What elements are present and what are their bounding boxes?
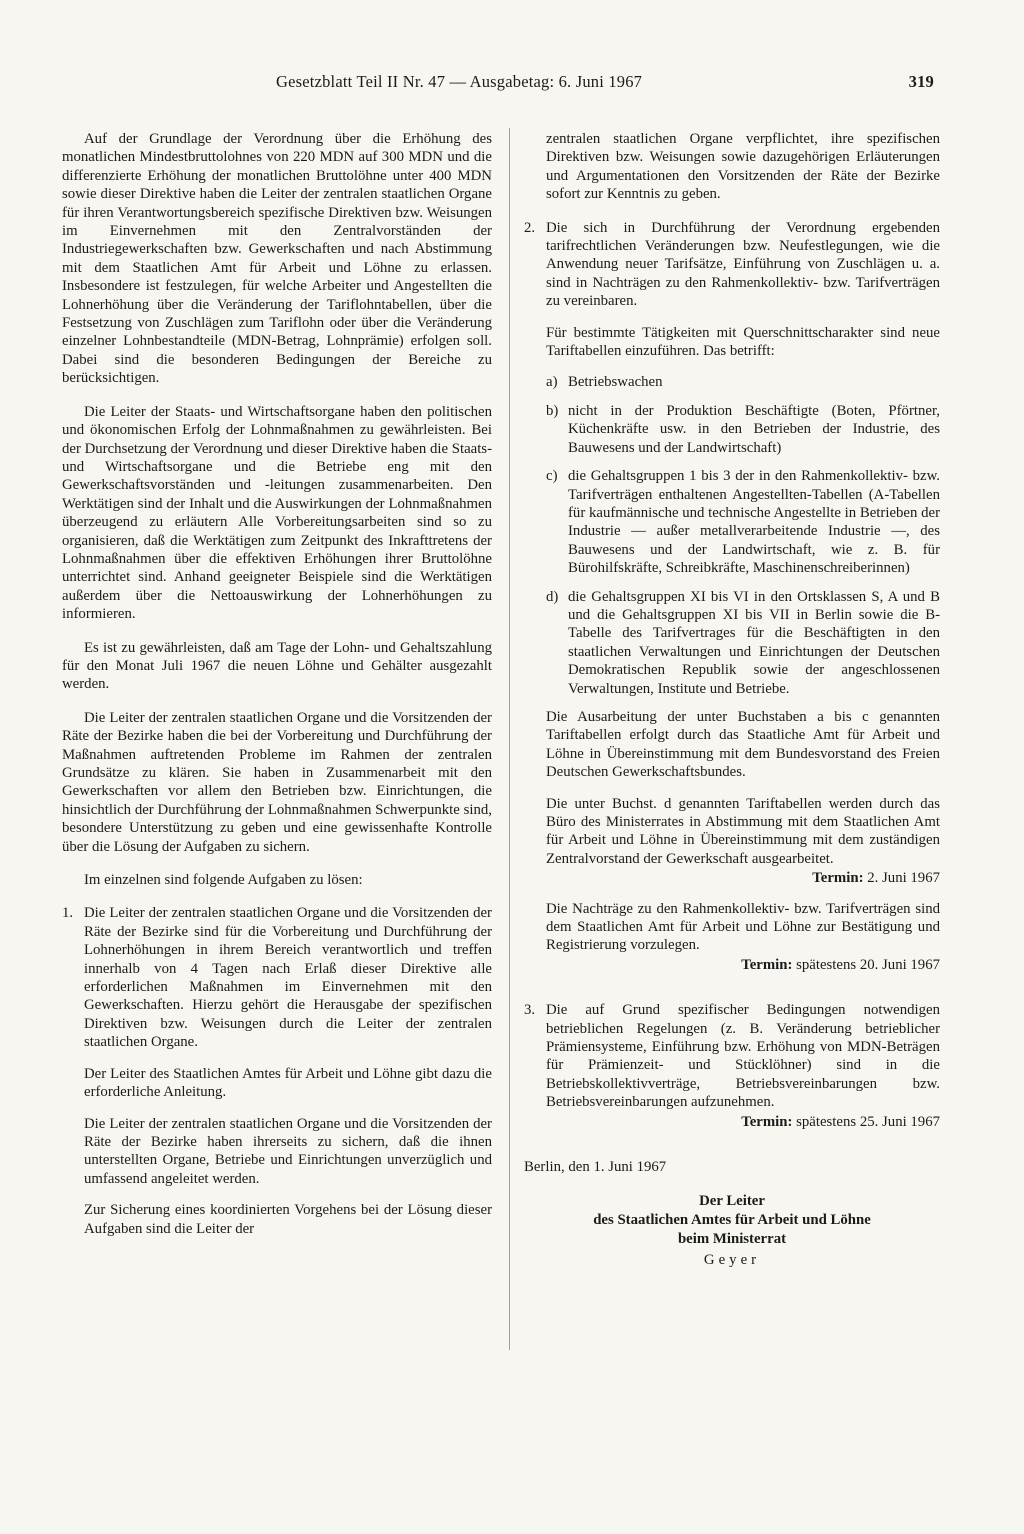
paragraph: Die unter Buchst. d genannten Tariftabellen werden durch das Büro des Ministerrates in Abstimmung mit dem Staatlichen Amt für Arbeit und Löhne in Übereinstimmung mit dem zuständigen Zentralvorstand der Gewerkschaft ausgearbeitet.: [546, 795, 940, 867]
signature-block: [524, 1192, 940, 1270]
list-item: [524, 1001, 940, 1143]
paragraph: Zur Sicherung eines koordinierten Vorgehens bei der Lösung dieser Aufgaben sind die Leiter der: [84, 1202, 492, 1237]
deadline-label: Termin:: [741, 956, 793, 973]
deadline-date: spätestens 25. Juni 1967: [796, 1113, 940, 1130]
paragraph: Die sich in Durchführung der Verordnung ergebenden tarifrechtlichen Veränderungen bzw. Neufestlegungen, wie die Anwendung neuer Tarifsätze, Einführung von Zuschlägen u. a. sind in Nachträgen zu den Rahmenkollektiv- bzw. Tarifverträgen zu vereinbaren.: [546, 219, 940, 310]
sub-item: [546, 373, 940, 391]
page-header: [276, 72, 934, 100]
sub-item-text: Betriebswachen: [568, 374, 663, 391]
signature-line: Der Leiter: [699, 1192, 765, 1209]
paragraph: Die auf Grund spezifischer Bedingungen notwendigen betrieblichen Regelungen (z. B. Veränderung betrieblicher Prämiensysteme, Einführung bzw. Erhöhung von MDN-Beträgen für Prämienzeit- und Stücklöhner) sind in die Betriebskollektivverträge, Betriebsvereinbarungen bzw. Betriebsvereinbarungen aufzunehmen.: [546, 1002, 940, 1111]
paragraph: Die Ausarbeitung der unter Buchstaben a bis c genannten Tariftabellen erfolgt durch das Staatliche Amt für Arbeit und Löhne in Übereinstimmung mit dem Bundesvorstand des Freien Deutschen Gewerkschaftsbundes.: [546, 708, 940, 781]
sub-item-text: die Gehaltsgruppen XI bis VI in den Ortsklassen S, A und B und die Gehaltsgruppen XI bis VII in Berlin sowie die B-Tabelle des Tarifvertrages für die Beschäftigten in den staatlichen Verwaltungen und Einrichtungen der Deutschen Demokratischen Republik sowie der angeschlossenen Verwaltungen, Institute und Betriebe.: [568, 588, 940, 697]
paragraph: Im einzelnen sind folgende Aufgaben zu lösen:: [84, 872, 363, 889]
deadline-date: spätestens 20. Juni 1967: [796, 956, 940, 973]
signature-line: des Staatlichen Amtes für Arbeit und Löhne: [593, 1211, 871, 1228]
place-and-date: Berlin, den 1. Juni 1967: [524, 1159, 667, 1176]
left-column: [62, 130, 492, 1266]
sub-item-letter: d): [546, 588, 559, 605]
deadline-label: Termin:: [741, 1113, 793, 1130]
sub-item: [546, 467, 940, 577]
deadline: [546, 956, 940, 974]
paragraph: Die Nachträge zu den Rahmenkollektiv- bzw. Tarifverträgen sind dem Staatlichen Amt für Arbeit und Löhne zur Bestätigung und Registrierung vorzulegen.: [546, 900, 940, 954]
sub-item-letter: b): [546, 402, 559, 419]
deadline-label: Termin:: [812, 870, 864, 887]
deadline: [546, 1113, 940, 1131]
paragraph: Für bestimmte Tätigkeiten mit Querschnittscharakter sind neue Tariftabellen einzuführen. Das betrifft:: [546, 324, 940, 360]
header-title: Gesetzblatt Teil II Nr. 47 — Ausgabetag: 6. Juni 1967: [276, 72, 643, 91]
paragraph: Die Leiter der zentralen staatlichen Organe und die Vorsitzenden der Räte der Bezirke haben die bei der Vorbereitung und Durchführung der Maßnahmen auftretenden Probleme im Rahmen der zentralen Grundsätze zu klären. Sie haben in Zusammenarbeit mit den Gewerkschaften vor allem den Betrieben bzw. Einrichtungen, die hinsichtlich der Durchführung der Lohnmaßnahmen Schwerpunkte sind, besondere Unterstützung zu geben und eine gewissenhafte Kontrolle über die Lösung der Aufgaben zu sichern.: [62, 709, 492, 855]
right-column: [524, 130, 940, 1270]
list-item: [524, 219, 940, 987]
item-body: [546, 1001, 940, 1143]
column-divider: [509, 128, 510, 1350]
paragraph: Der Leiter des Staatlichen Amtes für Arbeit und Löhne gibt dazu die erforderliche Anleitung.: [84, 1065, 492, 1101]
paragraph: Die Leiter der zentralen staatlichen Organe und die Vorsitzenden der Räte der Bezirke haben ihrerseits zu sichern, daß die ihnen unterstellten Organe, Betriebe und Einrichtungen unverzüglich und umfassend angeleitet werden.: [84, 1115, 492, 1187]
paragraph: Die Leiter der zentralen staatlichen Organe und die Vorsitzenden der Räte der Bezirke sind für die Vorbereitung und Durchführung der Lohnerhöhungen in ihrem Bereich verantwortlich und treffen innerhalb von 4 Tagen nach Erlaß dieser Direktive alle erforderlichen Maßnahmen im Einvernehmen mit den Gewerkschaften. Hierzu gehört die Herausgabe der spezifischen Direktiven bzw. Weisungen durch die Leiter der zentralen staatlichen Organe.: [84, 905, 492, 1051]
paragraph: zentralen staatlichen Organe verpflichtet, ihre spezifischen Direktiven bzw. Weisungen sowie dazugehörigen Erläuterungen und Argumentationen den Vorsitzenden der Räte der Bezirke sofort zur Kenntnis zu geben.: [546, 131, 940, 203]
list-item: [62, 904, 492, 1251]
signature-line: beim Ministerrat: [677, 1230, 787, 1247]
signatory-name: Geyer: [703, 1251, 761, 1268]
continued-text: [524, 130, 940, 204]
item-body: [84, 904, 492, 1251]
sub-item: [546, 588, 940, 698]
sub-item-letter: a): [546, 374, 558, 391]
sub-item-letter: c): [546, 468, 558, 485]
paragraph: Die Leiter der Staats- und Wirtschaftsorgane haben den politischen und ökonomischen Erfolg der Lohnmaßnahmen zu gewährleisten. Bei der Durchsetzung der Verordnung und dieser Direktive haben die Staats- und Wirtschaftsorgane und die Betriebe eng mit den Gewerkschaftsvorständen und -leitungen zusammenarbeiten. Den Werktätigen sind der Inhalt und die Auswirkungen der Lohnmaßnahmen überzeugend zu erläutern Alle Vorbereitungsarbeiten sind so zu organisieren, daß die Werktätigen zum Zeitpunkt des Inkrafttretens der Lohnmaßnahmen über die effektiven Erhöhungen ihrer Bruttolöhne unterrichtet sind. Anhand geeigneter Beispiele sind die Werktätigen außerdem über die Nettoauswirkung der Lohnerhöhungen zu informieren.: [62, 403, 492, 623]
item-number: 1.: [62, 905, 74, 922]
paragraph: Es ist zu gewährleisten, daß am Tage der Lohn- und Gehaltszahlung für den Monat Juli 1967 die neuen Löhne und Gehälter ausgezahlt werden.: [62, 639, 492, 693]
item-number: 3.: [524, 1002, 536, 1019]
paragraph: Auf der Grundlage der Verordnung über die Erhöhung des monatlichen Mindestbruttolohnes von 220 MDN auf 300 MDN und die differenzierte Erhöhung der monatlichen Bruttolöhne unter 400 MDN sowie dieser Direktive haben die Leiter der zentralen staatlichen Organe für ihren Verantwortungsbereich spezifische Direktiven bzw. Weisungen im Einvernehmen mit den Zentralvorständen der Industriegewerkschaften bzw. Gewerkschaften und nach Abstimmung mit dem Staatlichen Amt für Arbeit und Löhne zu erlassen. Insbesondere ist festzulegen, für welche Arbeiter und Angestellten die Lohnerhöhung über die Veränderung der Tariflohntabellen, über die Festsetzung von Zuschlägen zum Tariflohn oder über die Veränderung einzelner Lohnbestandteile (MDN-Betrag, Lohnprämie) erfolgen soll. Dabei sind die besonderen Bedingungen der Bereiche zu berücksichtigen.: [62, 131, 492, 387]
item-number: 2.: [524, 219, 536, 236]
page-number: 319: [908, 72, 934, 91]
deadline-date: 2. Juni 1967: [867, 870, 940, 887]
sub-item: [546, 402, 940, 457]
sub-item-text: nicht in der Produktion Beschäftigte (Boten, Pförtner, Küchenkräfte usw. in den Betrieben der Industrie, des Bauwesens und der Landwirtschaft): [568, 402, 940, 456]
sub-item-text: die Gehaltsgruppen 1 bis 3 der in den Rahmenkollektiv- bzw. Tarifverträgen enthaltenen Angestellten-Tabellen (A-Tabellen für kaufmännische und technische Angestellte in Betrieben der Industrie — außer metallverarbeitende Industrie —, des Bauwesens und der Landwirtschaft, wie z. B. für Bürohilfskräfte, Schreibkräfte, Maschinenschreiberinnen): [568, 468, 940, 577]
item-body: [546, 219, 940, 987]
deadline: [546, 869, 940, 887]
